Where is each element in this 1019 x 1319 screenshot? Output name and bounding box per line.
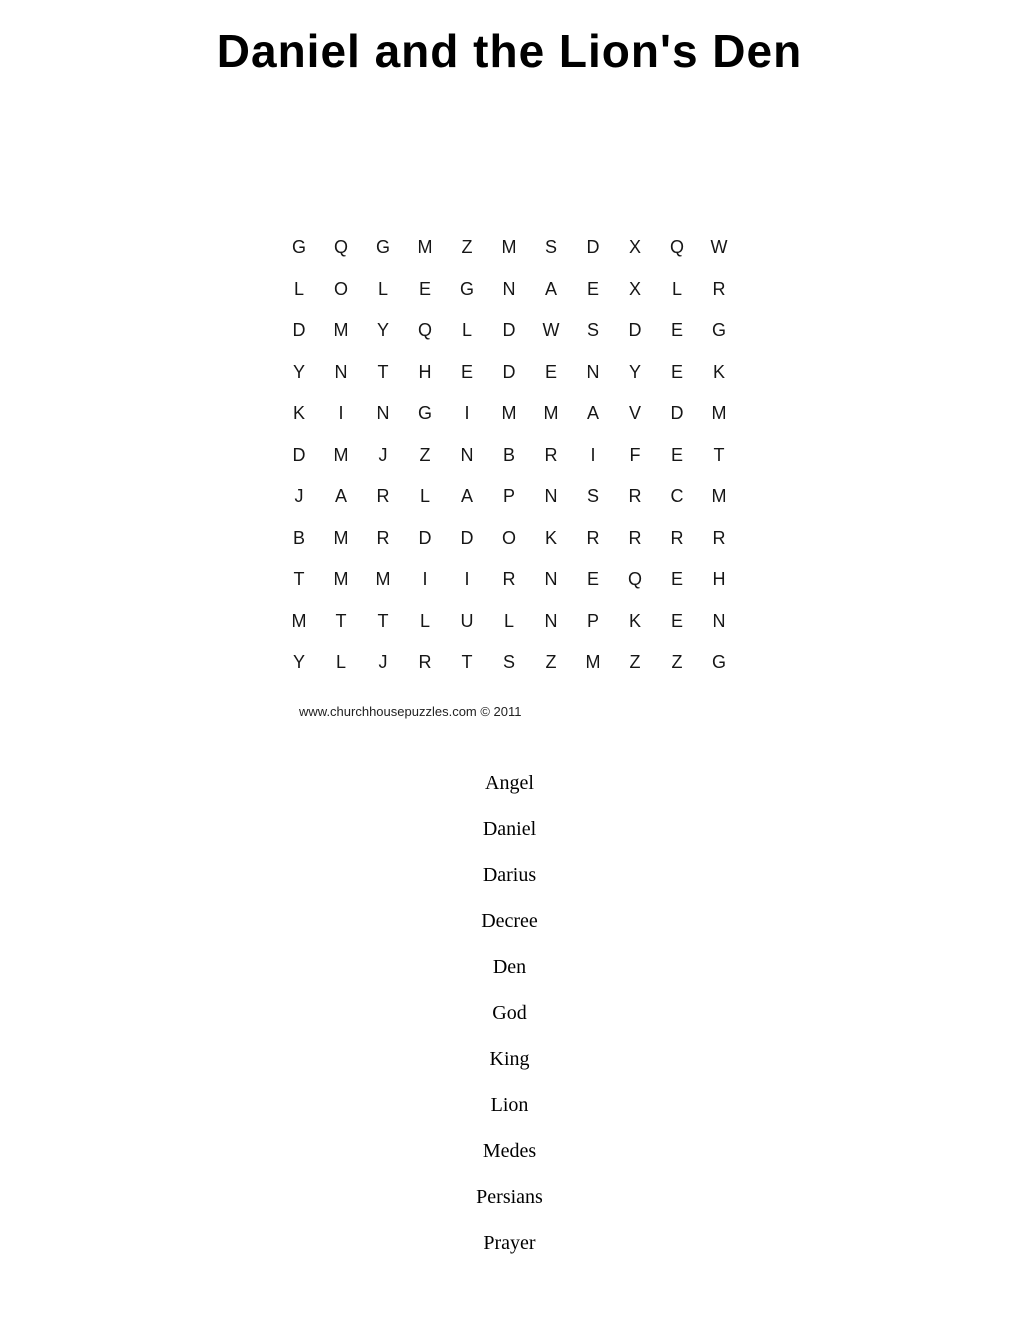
grid-cell-r11c10: Z xyxy=(671,652,683,673)
grid-cell-r9c9: Q xyxy=(627,569,642,590)
grid-cell-r10c11: N xyxy=(712,610,726,631)
grid-cell-r10c8: P xyxy=(586,610,599,631)
grid-cell-r10c3: T xyxy=(377,610,389,631)
grid-cell-r2c10: L xyxy=(671,278,682,299)
puzzle-title: Daniel and the Lion's Den xyxy=(216,25,803,77)
grid-cell-r6c3: J xyxy=(378,444,388,465)
grid-cell-r4c2: N xyxy=(334,361,348,382)
grid-cell-r4c4: H xyxy=(418,361,432,382)
grid-cell-r8c2: M xyxy=(333,527,349,548)
grid-cell-r7c10: C xyxy=(670,486,684,507)
grid-cell-r6c7: R xyxy=(544,444,558,465)
grid-cell-r7c1: J xyxy=(294,486,304,507)
word-list-item: Darius xyxy=(482,863,537,886)
grid-cell-r9c2: M xyxy=(333,569,349,590)
grid-cell-r4c10: E xyxy=(670,361,683,382)
grid-cell-r9c8: E xyxy=(586,569,599,590)
grid-cell-r4c11: K xyxy=(712,361,725,382)
grid-cell-r11c8: M xyxy=(585,652,601,673)
grid-cell-r8c6: O xyxy=(501,527,516,548)
grid-cell-r2c5: G xyxy=(459,278,474,299)
grid-cell-r5c6: M xyxy=(501,403,517,424)
grid-cell-r1c3: G xyxy=(375,237,390,258)
grid-cell-r2c1: L xyxy=(293,278,304,299)
grid-cell-r6c2: M xyxy=(333,444,349,465)
grid-cell-r6c8: I xyxy=(590,444,596,465)
word-list-item: Den xyxy=(492,955,527,978)
grid-cell-r10c1: M xyxy=(291,610,307,631)
grid-cell-r1c5: Z xyxy=(461,237,473,258)
grid-cell-r3c8: S xyxy=(586,320,599,341)
grid-cell-r10c10: E xyxy=(670,610,683,631)
grid-cell-r5c10: D xyxy=(670,403,684,424)
word-list-item: Decree xyxy=(481,909,538,932)
grid-cell-r2c8: E xyxy=(586,278,599,299)
word-list-item: Lion xyxy=(490,1093,529,1116)
grid-cell-r10c7: N xyxy=(544,610,558,631)
grid-cell-r7c11: M xyxy=(711,486,727,507)
grid-cell-r8c3: R xyxy=(376,527,390,548)
word-list-item: Prayer xyxy=(483,1231,536,1254)
grid-cell-r6c1: D xyxy=(292,444,306,465)
grid-cell-r7c9: R xyxy=(628,486,642,507)
grid-cell-r3c4: Q xyxy=(417,320,432,341)
grid-cell-r3c11: G xyxy=(711,320,726,341)
grid-cell-r3c3: Y xyxy=(376,320,389,341)
grid-cell-r6c10: E xyxy=(670,444,683,465)
word-list-item: Angel xyxy=(485,771,534,794)
grid-cell-r3c5: L xyxy=(461,320,472,341)
grid-cell-r8c4: D xyxy=(418,527,432,548)
grid-cell-r5c11: M xyxy=(711,403,727,424)
grid-cell-r8c11: R xyxy=(712,527,726,548)
copyright-text: www.churchhousepuzzles.com © 2011 xyxy=(299,704,522,719)
grid-cell-r4c3: T xyxy=(377,361,389,382)
grid-cell-r2c11: R xyxy=(712,278,726,299)
grid-cell-r6c4: Z xyxy=(419,444,431,465)
grid-cell-r11c5: T xyxy=(461,652,473,673)
grid-cell-r9c11: H xyxy=(712,569,726,590)
grid-cell-r7c7: N xyxy=(544,486,558,507)
grid-cell-r5c7: M xyxy=(543,403,559,424)
grid-cell-r6c9: F xyxy=(629,444,641,465)
grid-cell-r3c7: W xyxy=(542,320,560,341)
word-search-grid xyxy=(278,227,740,684)
grid-cell-r10c6: L xyxy=(503,610,514,631)
grid-cell-r1c11: W xyxy=(710,237,728,258)
grid-cell-r4c8: N xyxy=(586,361,600,382)
grid-cell-r1c9: X xyxy=(628,237,641,258)
grid-cell-r2c2: O xyxy=(333,278,348,299)
grid-cell-r7c3: R xyxy=(376,486,390,507)
grid-cell-r2c6: N xyxy=(502,278,516,299)
grid-cell-r4c5: E xyxy=(460,361,473,382)
grid-cell-r7c6: P xyxy=(502,486,515,507)
grid-cell-r7c8: S xyxy=(586,486,599,507)
grid-cell-r8c7: K xyxy=(544,527,557,548)
grid-cell-r10c9: K xyxy=(628,610,641,631)
grid-cell-r2c9: X xyxy=(628,278,641,299)
grid-cell-r5c5: I xyxy=(464,403,470,424)
grid-cell-r5c4: G xyxy=(417,403,432,424)
grid-cell-r7c4: L xyxy=(419,486,430,507)
grid-cell-r5c9: V xyxy=(628,403,641,424)
grid-cell-r5c1: K xyxy=(292,403,305,424)
grid-cell-r2c3: L xyxy=(377,278,388,299)
word-list-item: King xyxy=(489,1047,530,1070)
grid-cell-r4c7: E xyxy=(544,361,557,382)
grid-cell-r11c4: R xyxy=(418,652,432,673)
grid-cell-r9c3: M xyxy=(375,569,391,590)
grid-cell-r3c6: D xyxy=(502,320,516,341)
grid-cell-r4c6: D xyxy=(502,361,516,382)
grid-cell-r9c10: E xyxy=(670,569,683,590)
grid-cell-r10c4: L xyxy=(419,610,430,631)
grid-cell-r8c8: R xyxy=(586,527,600,548)
word-list xyxy=(0,760,1019,1266)
grid-cell-r3c1: D xyxy=(292,320,306,341)
grid-cell-r11c7: Z xyxy=(545,652,557,673)
grid-cell-r6c11: T xyxy=(713,444,725,465)
grid-cell-r11c1: Y xyxy=(292,652,305,673)
grid-cell-r11c11: G xyxy=(711,652,726,673)
grid-cell-r11c9: Z xyxy=(629,652,641,673)
word-list-item: Medes xyxy=(482,1139,537,1162)
grid-cell-r6c5: N xyxy=(460,444,474,465)
grid-cell-r7c2: A xyxy=(334,486,347,507)
grid-cell-r1c8: D xyxy=(586,237,600,258)
grid-cell-r3c10: E xyxy=(670,320,683,341)
grid-cell-r4c9: Y xyxy=(628,361,641,382)
grid-cell-r3c9: D xyxy=(628,320,642,341)
word-list-item: Daniel xyxy=(482,817,537,840)
grid-cell-r9c1: T xyxy=(293,569,305,590)
grid-cell-r5c2: I xyxy=(338,403,344,424)
grid-cell-r11c2: L xyxy=(335,652,346,673)
grid-cell-r5c8: A xyxy=(586,403,599,424)
grid-cell-r8c10: R xyxy=(670,527,684,548)
grid-cell-r1c2: Q xyxy=(333,237,348,258)
grid-cell-r10c2: T xyxy=(335,610,347,631)
grid-cell-r1c10: Q xyxy=(669,237,684,258)
grid-cell-r3c2: M xyxy=(333,320,349,341)
grid-cell-r4c1: Y xyxy=(292,361,305,382)
grid-cell-r2c4: E xyxy=(418,278,431,299)
grid-cell-r9c5: I xyxy=(464,569,470,590)
grid-cell-r8c9: R xyxy=(628,527,642,548)
grid-cell-r2c7: A xyxy=(544,278,557,299)
grid-cell-r6c6: B xyxy=(502,444,515,465)
grid-cell-r10c5: U xyxy=(460,610,474,631)
grid-cell-r8c5: D xyxy=(460,527,474,548)
grid-cell-r11c3: J xyxy=(378,652,388,673)
grid-cell-r1c4: M xyxy=(417,237,433,258)
grid-cell-r1c6: M xyxy=(501,237,517,258)
grid-cell-r5c3: N xyxy=(376,403,390,424)
grid-cell-r9c6: R xyxy=(502,569,516,590)
grid-cell-r9c4: I xyxy=(422,569,428,590)
grid-cell-r11c6: S xyxy=(502,652,515,673)
grid-cell-r1c1: G xyxy=(291,237,306,258)
word-list-item: Persians xyxy=(476,1185,543,1208)
word-list-item: God xyxy=(492,1001,527,1024)
grid-cell-r7c5: A xyxy=(460,486,473,507)
grid-cell-r1c7: S xyxy=(544,237,557,258)
grid-cell-r9c7: N xyxy=(544,569,558,590)
grid-cell-r8c1: B xyxy=(292,527,305,548)
